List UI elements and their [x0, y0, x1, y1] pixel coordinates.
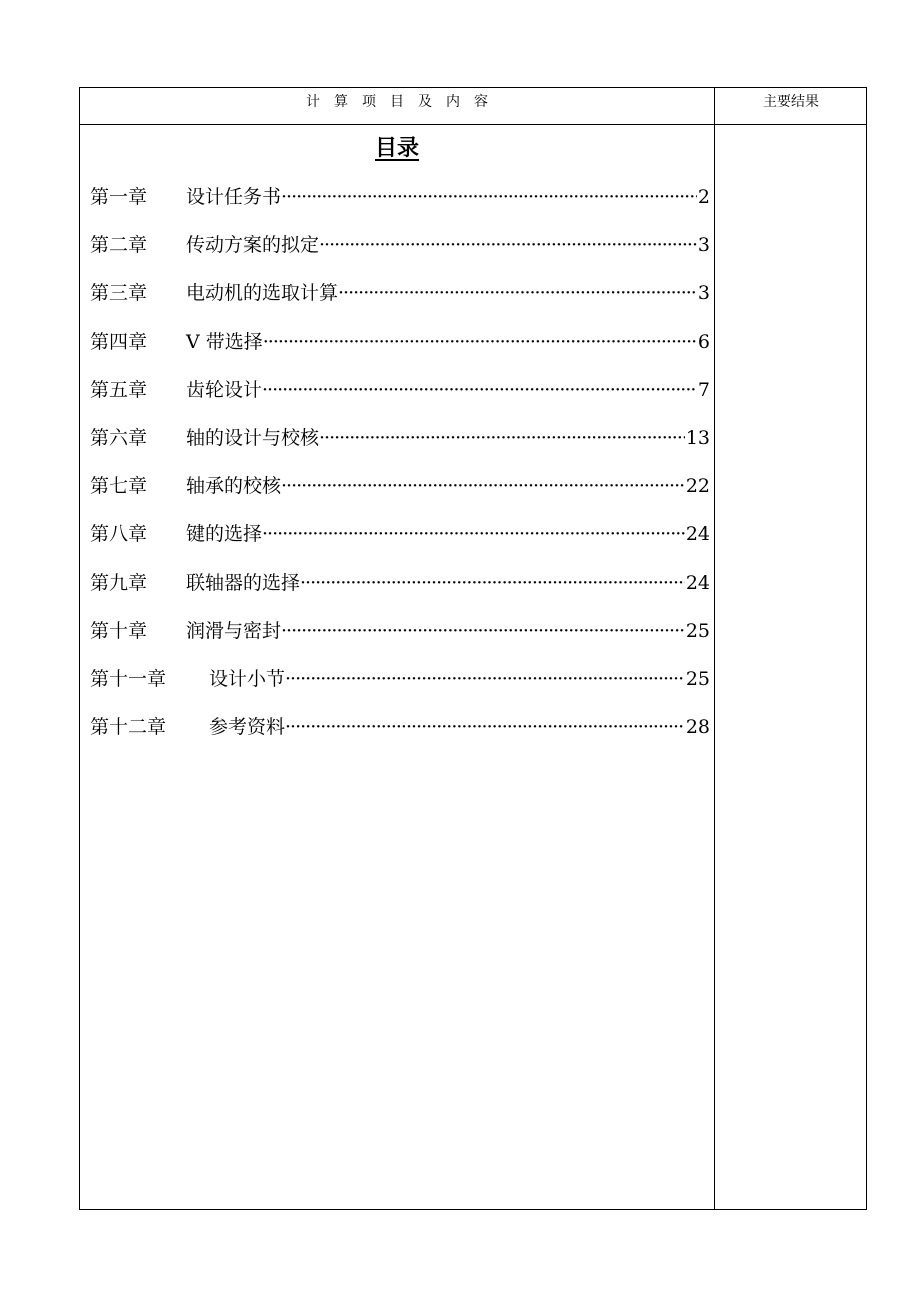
toc-dot-leader — [285, 665, 685, 693]
toc-chapter-number: 第二章 — [90, 234, 148, 257]
toc-dot-leader — [281, 183, 697, 211]
toc-dot-leader — [263, 328, 697, 356]
toc-dot-leader — [281, 617, 685, 645]
column-divider-line — [714, 88, 715, 1209]
toc-page-number: 24 — [685, 571, 710, 594]
toc-page-number: 13 — [685, 426, 710, 449]
toc-chapter-title: 齿轮设计 — [186, 378, 263, 401]
toc-dot-leader — [285, 713, 685, 741]
toc-chapter-number: 第四章 — [90, 330, 148, 353]
toc-chapter-title: 电动机的选取计算 — [186, 282, 339, 305]
toc-chapter-title: 轴的设计与校核 — [186, 426, 320, 449]
toc-chapter-number: 第十二章 — [90, 716, 167, 739]
toc-chapter-number: 第九章 — [90, 571, 148, 594]
toc-dot-leader — [319, 424, 685, 452]
toc-chapter-number: 第六章 — [90, 426, 148, 449]
toc-dot-leader — [262, 376, 697, 404]
toc-item[interactable] — [90, 376, 710, 424]
toc-chapter-title: 参考资料 — [209, 716, 286, 739]
toc-chapter-title: 轴承的校核 — [186, 475, 282, 498]
toc-page-number: 25 — [685, 619, 710, 642]
toc-page-number: 24 — [685, 523, 710, 546]
toc-item[interactable] — [90, 617, 710, 665]
toc-chapter-title: V 带选择 — [186, 330, 263, 353]
toc-item[interactable] — [90, 231, 710, 279]
toc-chapter-number: 第十章 — [90, 619, 148, 642]
toc-chapter-title: 设计任务书 — [186, 186, 282, 208]
toc-chapter-number: 第一章 — [90, 186, 148, 208]
toc-chapter-title: 传动方案的拟定 — [186, 234, 320, 257]
toc-item[interactable] — [90, 665, 710, 713]
toc-chapter-number: 第五章 — [90, 378, 148, 401]
toc-title: 目录 — [374, 136, 419, 161]
toc-dot-leader — [338, 279, 697, 307]
toc-chapter-title: 键的选择 — [186, 523, 263, 546]
toc-chapter-title: 设计小节 — [209, 667, 286, 690]
toc-dot-leader — [262, 520, 685, 548]
toc-chapter-number: 第三章 — [90, 282, 148, 305]
toc-dot-leader — [319, 231, 697, 259]
toc-page-number: 2 — [697, 186, 710, 208]
calculation-sheet-table — [79, 87, 867, 1210]
toc-item[interactable] — [90, 520, 710, 568]
toc-list — [90, 183, 710, 761]
column-header-content: 计算项目及内容 — [306, 94, 502, 110]
toc-item[interactable] — [90, 569, 710, 617]
toc-item[interactable] — [90, 472, 710, 520]
toc-page-number: 28 — [685, 716, 710, 739]
toc-chapter-number: 第八章 — [90, 523, 148, 546]
toc-page-number: 3 — [697, 234, 710, 257]
toc-chapter-title: 联轴器的选择 — [186, 571, 301, 594]
column-header-results: 主要结果 — [763, 94, 819, 110]
toc-item[interactable] — [90, 328, 710, 376]
toc-item[interactable] — [90, 424, 710, 472]
toc-dot-leader — [281, 472, 685, 500]
toc-page-number: 6 — [697, 330, 710, 353]
toc-page-number: 22 — [685, 475, 710, 498]
toc-page-number: 25 — [685, 667, 710, 690]
toc-page-number: 3 — [697, 282, 710, 305]
toc-chapter-number: 第七章 — [90, 475, 148, 498]
toc-item[interactable] — [90, 713, 710, 761]
toc-item[interactable] — [90, 279, 710, 327]
toc-item[interactable] — [90, 183, 710, 231]
toc-page-number: 7 — [697, 378, 710, 401]
toc-dot-leader — [300, 569, 685, 597]
toc-chapter-number: 第十一章 — [90, 667, 167, 690]
toc-chapter-title: 润滑与密封 — [186, 619, 282, 642]
header-divider-line — [80, 124, 866, 125]
